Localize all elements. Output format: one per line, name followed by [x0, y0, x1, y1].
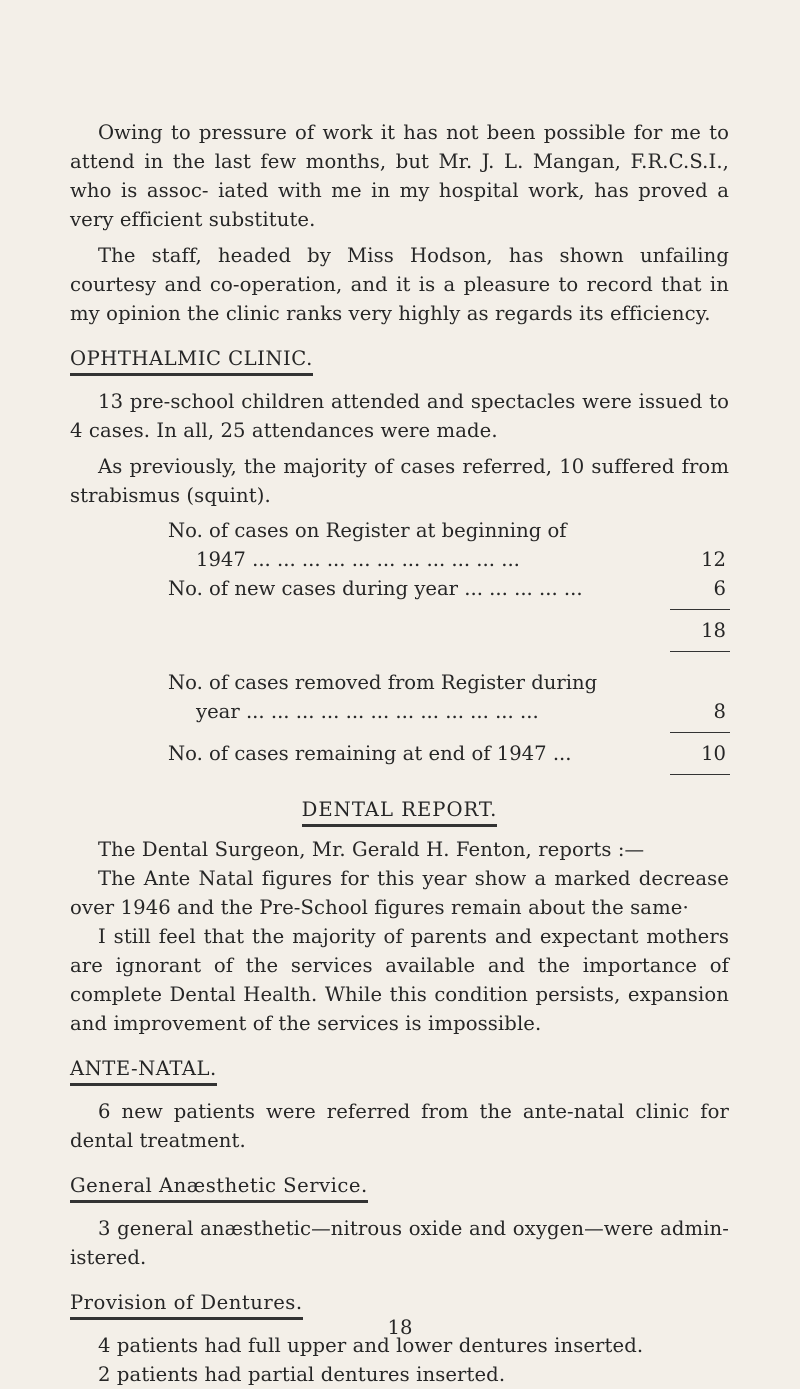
register-row-beginning-label-b: 1947 ... ... ... ... ... ... ... ... ... ... ...	[196, 548, 520, 571]
register-row-removed-label-b: year ... ... ... ... ... ... ... ... ... ... ... ...	[196, 700, 539, 723]
ophthalmic-heading: OPHTHALMIC CLINIC.	[70, 344, 313, 376]
ante-natal-heading: ANTE-NATAL.	[70, 1054, 217, 1086]
register-row-new	[168, 574, 730, 603]
anaesthetic-section	[70, 1163, 729, 1214]
register-row-new-value: 6	[713, 577, 726, 600]
intro-paragraph-1: Owing to pressure of work it has not been possible for me to attend in the last few months, but Mr. J. L. Mangan, F.R.C.S.I., who is assoc- iated with me in my hospital work, has proved a very efficient substitute.	[70, 121, 729, 231]
register-row-remaining-value: 10	[701, 742, 726, 765]
sum-rule-1	[670, 609, 730, 610]
register-row-beginning-label-a: No. of cases on Register at beginning of	[168, 519, 567, 542]
dentures-paragraph-2: 2 patients had partial dentures inserted.	[98, 1363, 506, 1386]
sum-rule-3	[670, 732, 730, 733]
ophthalmic-paragraph-2: As previously, the majority of cases referred, 10 suffered from strabismus (squint).	[70, 455, 729, 507]
register-row-removed-label-a: No. of cases removed from Register during	[168, 671, 598, 694]
dental-paragraph-2: The Ante Natal figures for this year show a marked decrease over 1946 and the Pre-School figures remain about the same·	[70, 867, 729, 919]
dental-section	[70, 795, 729, 827]
register-row-beginning-value: 12	[701, 548, 726, 571]
dental-heading: DENTAL REPORT.	[302, 795, 498, 827]
register-row-remaining	[168, 739, 730, 768]
register-row-removed	[168, 668, 730, 726]
ante-natal-paragraph: 6 new patients were referred from the ante-natal clinic for dental treatment.	[70, 1100, 729, 1152]
sum-rule-4	[670, 774, 730, 775]
ante-natal-section	[70, 1046, 729, 1097]
anaesthetic-heading: General Anæsthetic Service.	[70, 1171, 368, 1203]
dental-paragraph-1: The Dental Surgeon, Mr. Gerald H. Fenton, reports :—	[98, 838, 645, 861]
register-subtotal: 18	[701, 619, 726, 642]
register-row-remaining-label: No. of cases remaining at end of 1947 ...	[168, 742, 572, 765]
sum-rule-2	[670, 651, 730, 652]
dental-paragraph-3: I still feel that the majority of parents and expectant mothers are ignorant of the services available and the importance of complete Dental Health. While this condition persists, expansion and improvement of the services is impossible.	[70, 925, 729, 1035]
anaesthetic-paragraph: 3 general anæsthetic—nitrous oxide and oxygen—were admin- istered.	[70, 1217, 729, 1269]
register-row-beginning	[168, 516, 730, 574]
ophthalmic-paragraph-1: 13 pre-school children attended and spectacles were issued to 4 cases. In all, 25 attendances were made.	[70, 390, 729, 442]
register-table	[168, 516, 730, 775]
dentures-heading: Provision of Dentures.	[70, 1288, 303, 1320]
ophthalmic-section	[70, 336, 729, 387]
page-number: 18	[387, 1316, 413, 1339]
register-row-new-label: No. of new cases during year ... ... ... ... ...	[168, 577, 583, 600]
dentures-paragraph-1: 4 patients had full upper and lower dentures inserted.	[98, 1334, 644, 1357]
intro-paragraph-2: The staff, headed by Miss Hodson, has shown unfailing courtesy and co-operation, and it is a pleasure to record that in my opinion the clinic ranks very highly as regards its efficiency.	[70, 244, 729, 325]
register-row-removed-value: 8	[713, 700, 726, 723]
